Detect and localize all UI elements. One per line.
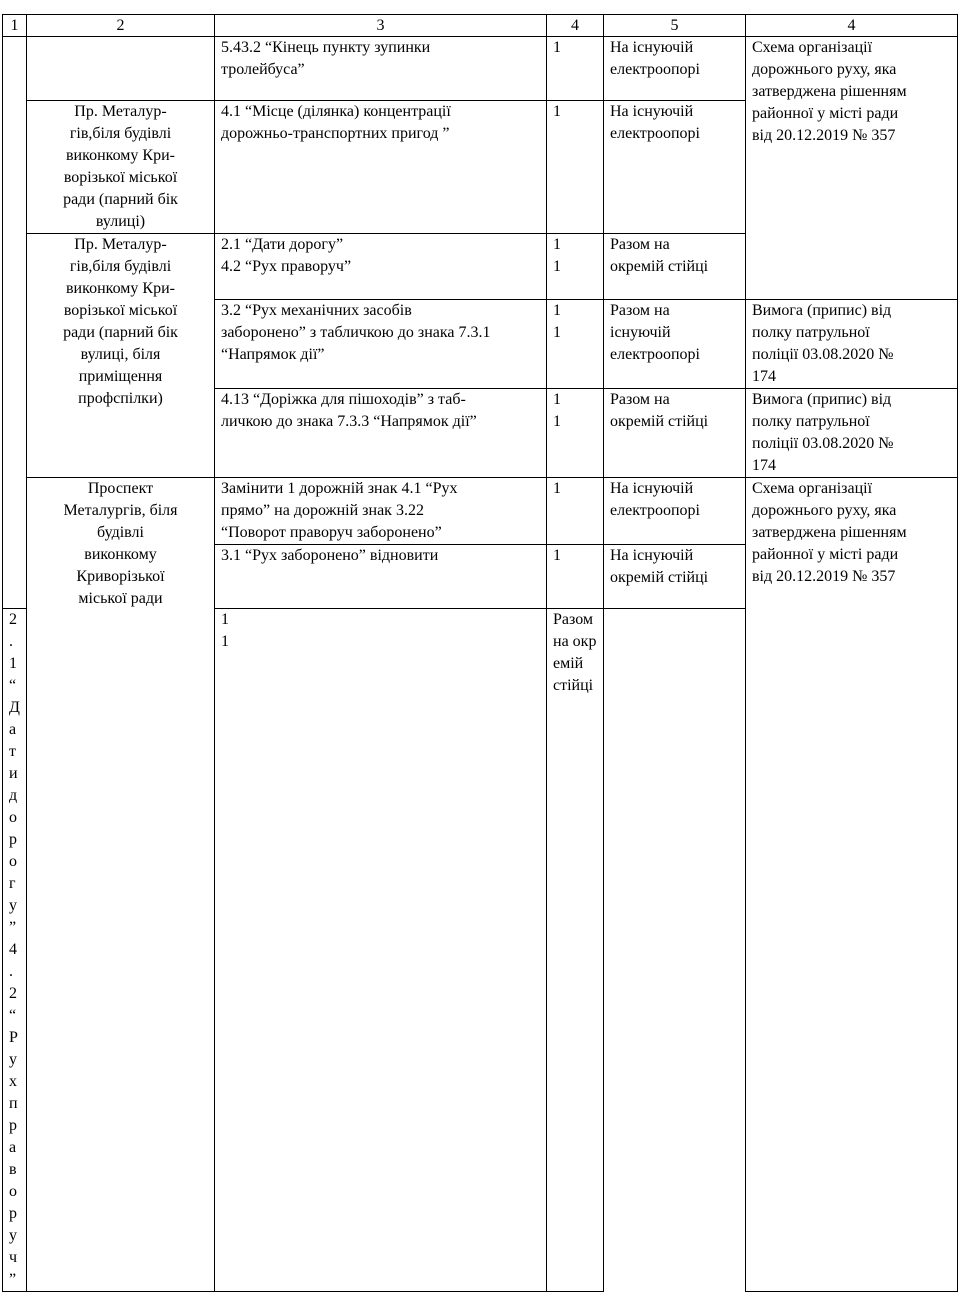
header-cell-3: 3: [215, 15, 547, 37]
table-row: [3, 478, 958, 545]
sign-cell: 5.43.2 “Кінець пункту зупинки тролейбуса”: [215, 37, 547, 101]
header-cell-1: 1: [3, 15, 27, 37]
location-cell: Пр. Металур- гів,біля будівлі виконкому Кри- ворізької міської ради (парний бік вулиці, біля приміщення профспілки): [27, 234, 215, 478]
placement-cell: На існуючій електроопорі: [604, 478, 746, 545]
basis-cell: Схема організації дорожнього руху, яка затверджена рішенням районної у місті ради від 20.12.2019 № 357: [746, 478, 958, 1292]
count-cell: 1 1: [547, 300, 604, 389]
placement-cell: На існуючій електроопорі: [604, 101, 746, 234]
empty-location-cell: [27, 37, 215, 101]
placement-cell: Разом на окремій стійці: [604, 389, 746, 478]
placement-cell: На існуючій електроопорі: [604, 37, 746, 101]
table-row: [3, 37, 958, 101]
sign-cell: 3.1 “Рух заборонено” відновити: [215, 545, 547, 609]
placement-cell: Разом на окремій стійці: [604, 234, 746, 300]
placement-cell: На існуючій окремій стійці: [604, 545, 746, 609]
basis-cell: Вимога (припис) від полку патрульної поліції 03.08.2020 № 174: [746, 389, 958, 478]
header-row: [3, 15, 958, 37]
count-cell: 1: [547, 545, 604, 609]
sign-cell: 4.1 “Місце (ділянка) концентрації дорожньо-транспортних пригод ”: [215, 101, 547, 234]
basis-cell: Схема організації дорожнього руху, яка затверджена рішенням районної у місті ради від 20.12.2019 № 357: [746, 37, 958, 300]
header-cell-4: 4: [547, 15, 604, 37]
sign-cell: Замінити 1 дорожній знак 4.1 “Рух прямо” на дорожній знак 3.22 “Поворот праворуч заборонено”: [215, 478, 547, 545]
placement-cell: Разом на окр емій стійці: [547, 609, 604, 1292]
placement-cell: Разом на існуючій електроопорі: [604, 300, 746, 389]
sign-cell: 2.1 “Дати дорогу” 4.2 “Рух праворуч”: [3, 609, 27, 1292]
sign-cell: 4.13 “Доріжка для пішоходів” з таб- личкою до знака 7.3.3 “Напрямок дії”: [215, 389, 547, 478]
location-cell: Пр. Металур- гів,біля будівлі виконкому Кри- ворізької міської ради (парний бік вулиці): [27, 101, 215, 234]
traffic-signs-table: [2, 14, 958, 1292]
sign-cell: 2.1 “Дати дорогу” 4.2 “Рух праворуч”: [215, 234, 547, 300]
header-cell-6: 4: [746, 15, 958, 37]
basis-cell: Вимога (припис) від полку патрульної поліції 03.08.2020 № 174: [746, 300, 958, 389]
header-cell-2: 2: [27, 15, 215, 37]
count-cell: 1: [547, 37, 604, 101]
count-cell: 1: [547, 101, 604, 234]
count-cell: 1 1: [547, 234, 604, 300]
location-cell: Проспект Металургів, біля будівлі виконкому Криворізької міської ради: [27, 478, 215, 1292]
count-cell: 1 1: [215, 609, 547, 1292]
count-cell: 1 1: [547, 389, 604, 478]
empty-number-cell: [3, 37, 27, 609]
count-cell: 1: [547, 478, 604, 545]
header-cell-5: 5: [604, 15, 746, 37]
sign-cell: 3.2 “Рух механічних засобів заборонено” з табличкою до знака 7.3.1 “Напрямок дії”: [215, 300, 547, 389]
